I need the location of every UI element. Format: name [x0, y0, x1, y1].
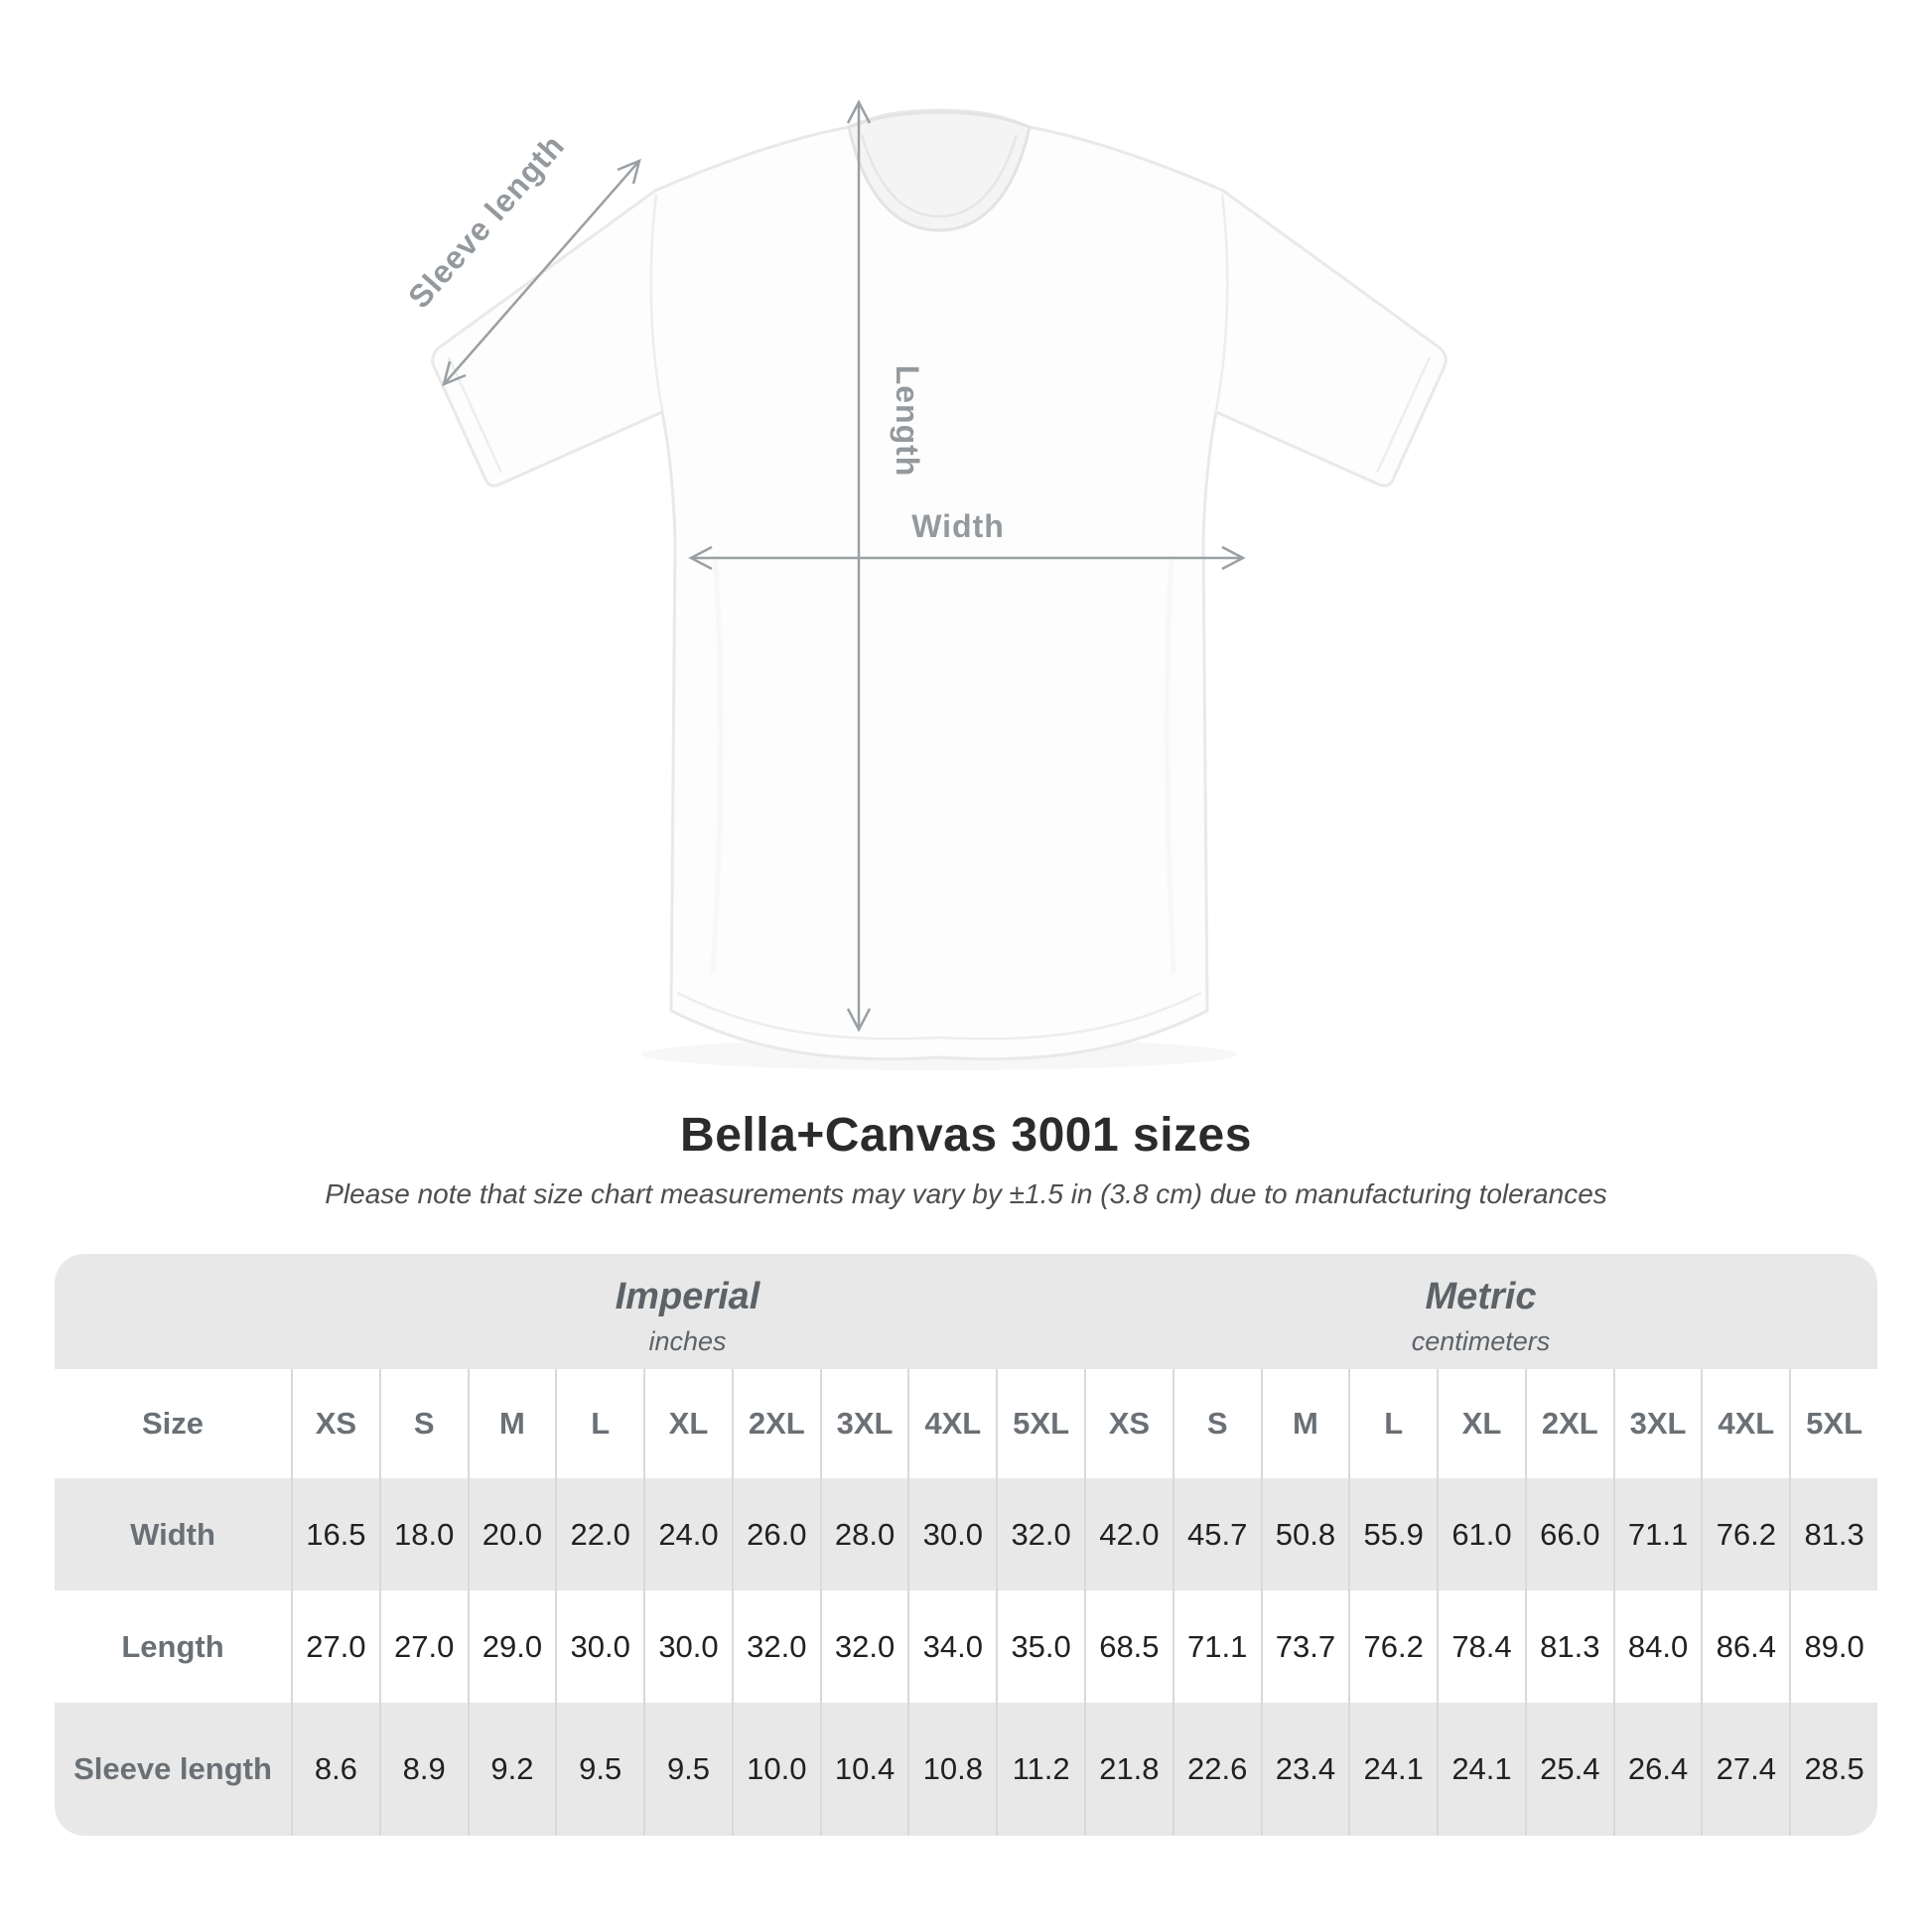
size-column-header: Size: [55, 1369, 291, 1478]
width-imperial-5xl: 32.0: [996, 1478, 1084, 1590]
row-label-sleeve-length: Sleeve length: [73, 1751, 272, 1786]
sleeve-length-imperial-4xl: 10.8: [907, 1703, 996, 1836]
sleeve-length-imperial-5xl: 11.2: [996, 1703, 1084, 1836]
width-metric-2xl: 66.0: [1525, 1478, 1613, 1590]
length-imperial-5xl: 35.0: [996, 1590, 1084, 1703]
length-imperial-3xl: 32.0: [820, 1590, 908, 1703]
header-imperial-3xl: 3XL: [820, 1369, 908, 1478]
sleeve-length-imperial-3xl: 10.4: [820, 1703, 908, 1836]
width-imperial-xl: 24.0: [643, 1478, 732, 1590]
header-metric-s: S: [1173, 1369, 1261, 1478]
width-metric-xs: 42.0: [1084, 1478, 1173, 1590]
size-table-card: [55, 1254, 1877, 1836]
width-imperial-3xl: 28.0: [820, 1478, 908, 1590]
length-imperial-4xl: 34.0: [907, 1590, 996, 1703]
width-metric-xl: 61.0: [1437, 1478, 1525, 1590]
width-imperial-xs: 16.5: [291, 1478, 379, 1590]
sleeve-length-imperial-xs: 8.6: [291, 1703, 379, 1836]
row-label-width: Width: [130, 1516, 215, 1552]
page-title: Bella+Canvas 3001 sizes: [680, 1109, 1252, 1162]
sleeve-length-metric-5xl: 28.5: [1789, 1703, 1877, 1836]
sleeve-length-metric-xs: 21.8: [1084, 1703, 1173, 1836]
header-metric-5xl: 5XL: [1789, 1369, 1877, 1478]
sleeve-length-metric-xl: 24.1: [1437, 1703, 1525, 1836]
length-metric-s: 71.1: [1173, 1590, 1261, 1703]
tolerance-note: Please note that size chart measurements may vary by ±1.5 in (3.8 cm) due to manufacturing tolerances: [325, 1178, 1607, 1209]
row-label-length: Length: [55, 1590, 291, 1703]
length-metric-m: 73.7: [1261, 1590, 1349, 1703]
header-imperial-2xl: 2XL: [732, 1369, 820, 1478]
length-metric-2xl: 81.3: [1525, 1590, 1613, 1703]
width-imperial-2xl: 26.0: [732, 1478, 820, 1590]
header-metric-2xl: 2XL: [1525, 1369, 1613, 1478]
sleeve-length-imperial-m: 9.2: [468, 1703, 556, 1836]
length-metric-4xl: 86.4: [1701, 1590, 1789, 1703]
sleeve-length-metric-m: 23.4: [1261, 1703, 1349, 1836]
header-metric-4xl: 4XL: [1701, 1369, 1789, 1478]
width-metric-s: 45.7: [1173, 1478, 1261, 1590]
sleeve-length-metric-l: 24.1: [1348, 1703, 1437, 1836]
width-imperial-s: 18.0: [379, 1478, 468, 1590]
header-imperial-s: S: [379, 1369, 468, 1478]
width-imperial-m: 20.0: [468, 1478, 556, 1590]
width-metric-l: 55.9: [1348, 1478, 1437, 1590]
width-imperial-l: 22.0: [555, 1478, 643, 1590]
length-imperial-s: 27.0: [379, 1590, 468, 1703]
size-table-grid: [55, 1369, 1877, 1836]
header-metric-m: M: [1261, 1369, 1349, 1478]
length-imperial-2xl: 32.0: [732, 1590, 820, 1703]
header-metric-xs: XS: [1084, 1369, 1173, 1478]
length-metric-3xl: 84.0: [1613, 1590, 1702, 1703]
imperial-unit-group: [291, 1254, 1084, 1369]
metric-label: Metric: [1425, 1276, 1537, 1317]
header-metric-3xl: 3XL: [1613, 1369, 1702, 1478]
sleeve-length-imperial-2xl: 10.0: [732, 1703, 820, 1836]
tshirt-body: [433, 110, 1447, 1059]
sleeve-length-metric-4xl: 27.4: [1701, 1703, 1789, 1836]
width-diagram-label: Width: [911, 508, 1005, 544]
imperial-label: Imperial: [615, 1276, 760, 1317]
header-imperial-m: M: [468, 1369, 556, 1478]
length-imperial-xs: 27.0: [291, 1590, 379, 1703]
width-metric-4xl: 76.2: [1701, 1478, 1789, 1590]
length-diagram-label: Length: [890, 364, 925, 478]
header-imperial-xl: XL: [643, 1369, 732, 1478]
sleeve-length-diagram-label: Sleeve length: [400, 127, 572, 316]
metric-unit: centimeters: [1411, 1326, 1551, 1356]
units-header-row: [55, 1254, 1877, 1369]
imperial-unit: inches: [648, 1326, 727, 1356]
length-imperial-m: 29.0: [468, 1590, 556, 1703]
header-metric-l: L: [1348, 1369, 1437, 1478]
length-imperial-xl: 30.0: [643, 1590, 732, 1703]
header-imperial-l: L: [555, 1369, 643, 1478]
length-metric-5xl: 89.0: [1789, 1590, 1877, 1703]
length-imperial-l: 30.0: [555, 1590, 643, 1703]
width-metric-m: 50.8: [1261, 1478, 1349, 1590]
header-imperial-5xl: 5XL: [996, 1369, 1084, 1478]
width-imperial-4xl: 30.0: [907, 1478, 996, 1590]
sleeve-length-imperial-l: 9.5: [555, 1703, 643, 1836]
header-imperial-4xl: 4XL: [907, 1369, 996, 1478]
sleeve-length-metric-s: 22.6: [1173, 1703, 1261, 1836]
sleeve-length-metric-3xl: 26.4: [1613, 1703, 1702, 1836]
sleeve-length-metric-2xl: 25.4: [1525, 1703, 1613, 1836]
sleeve-length-imperial-xl: 9.5: [643, 1703, 732, 1836]
length-metric-xl: 78.4: [1437, 1590, 1525, 1703]
header-imperial-xs: XS: [291, 1369, 379, 1478]
sleeve-length-imperial-s: 8.9: [379, 1703, 468, 1836]
header-metric-xl: XL: [1437, 1369, 1525, 1478]
length-metric-l: 76.2: [1348, 1590, 1437, 1703]
width-metric-5xl: 81.3: [1789, 1478, 1877, 1590]
length-metric-xs: 68.5: [1084, 1590, 1173, 1703]
width-metric-3xl: 71.1: [1613, 1478, 1702, 1590]
metric-unit-group: [1084, 1254, 1877, 1369]
